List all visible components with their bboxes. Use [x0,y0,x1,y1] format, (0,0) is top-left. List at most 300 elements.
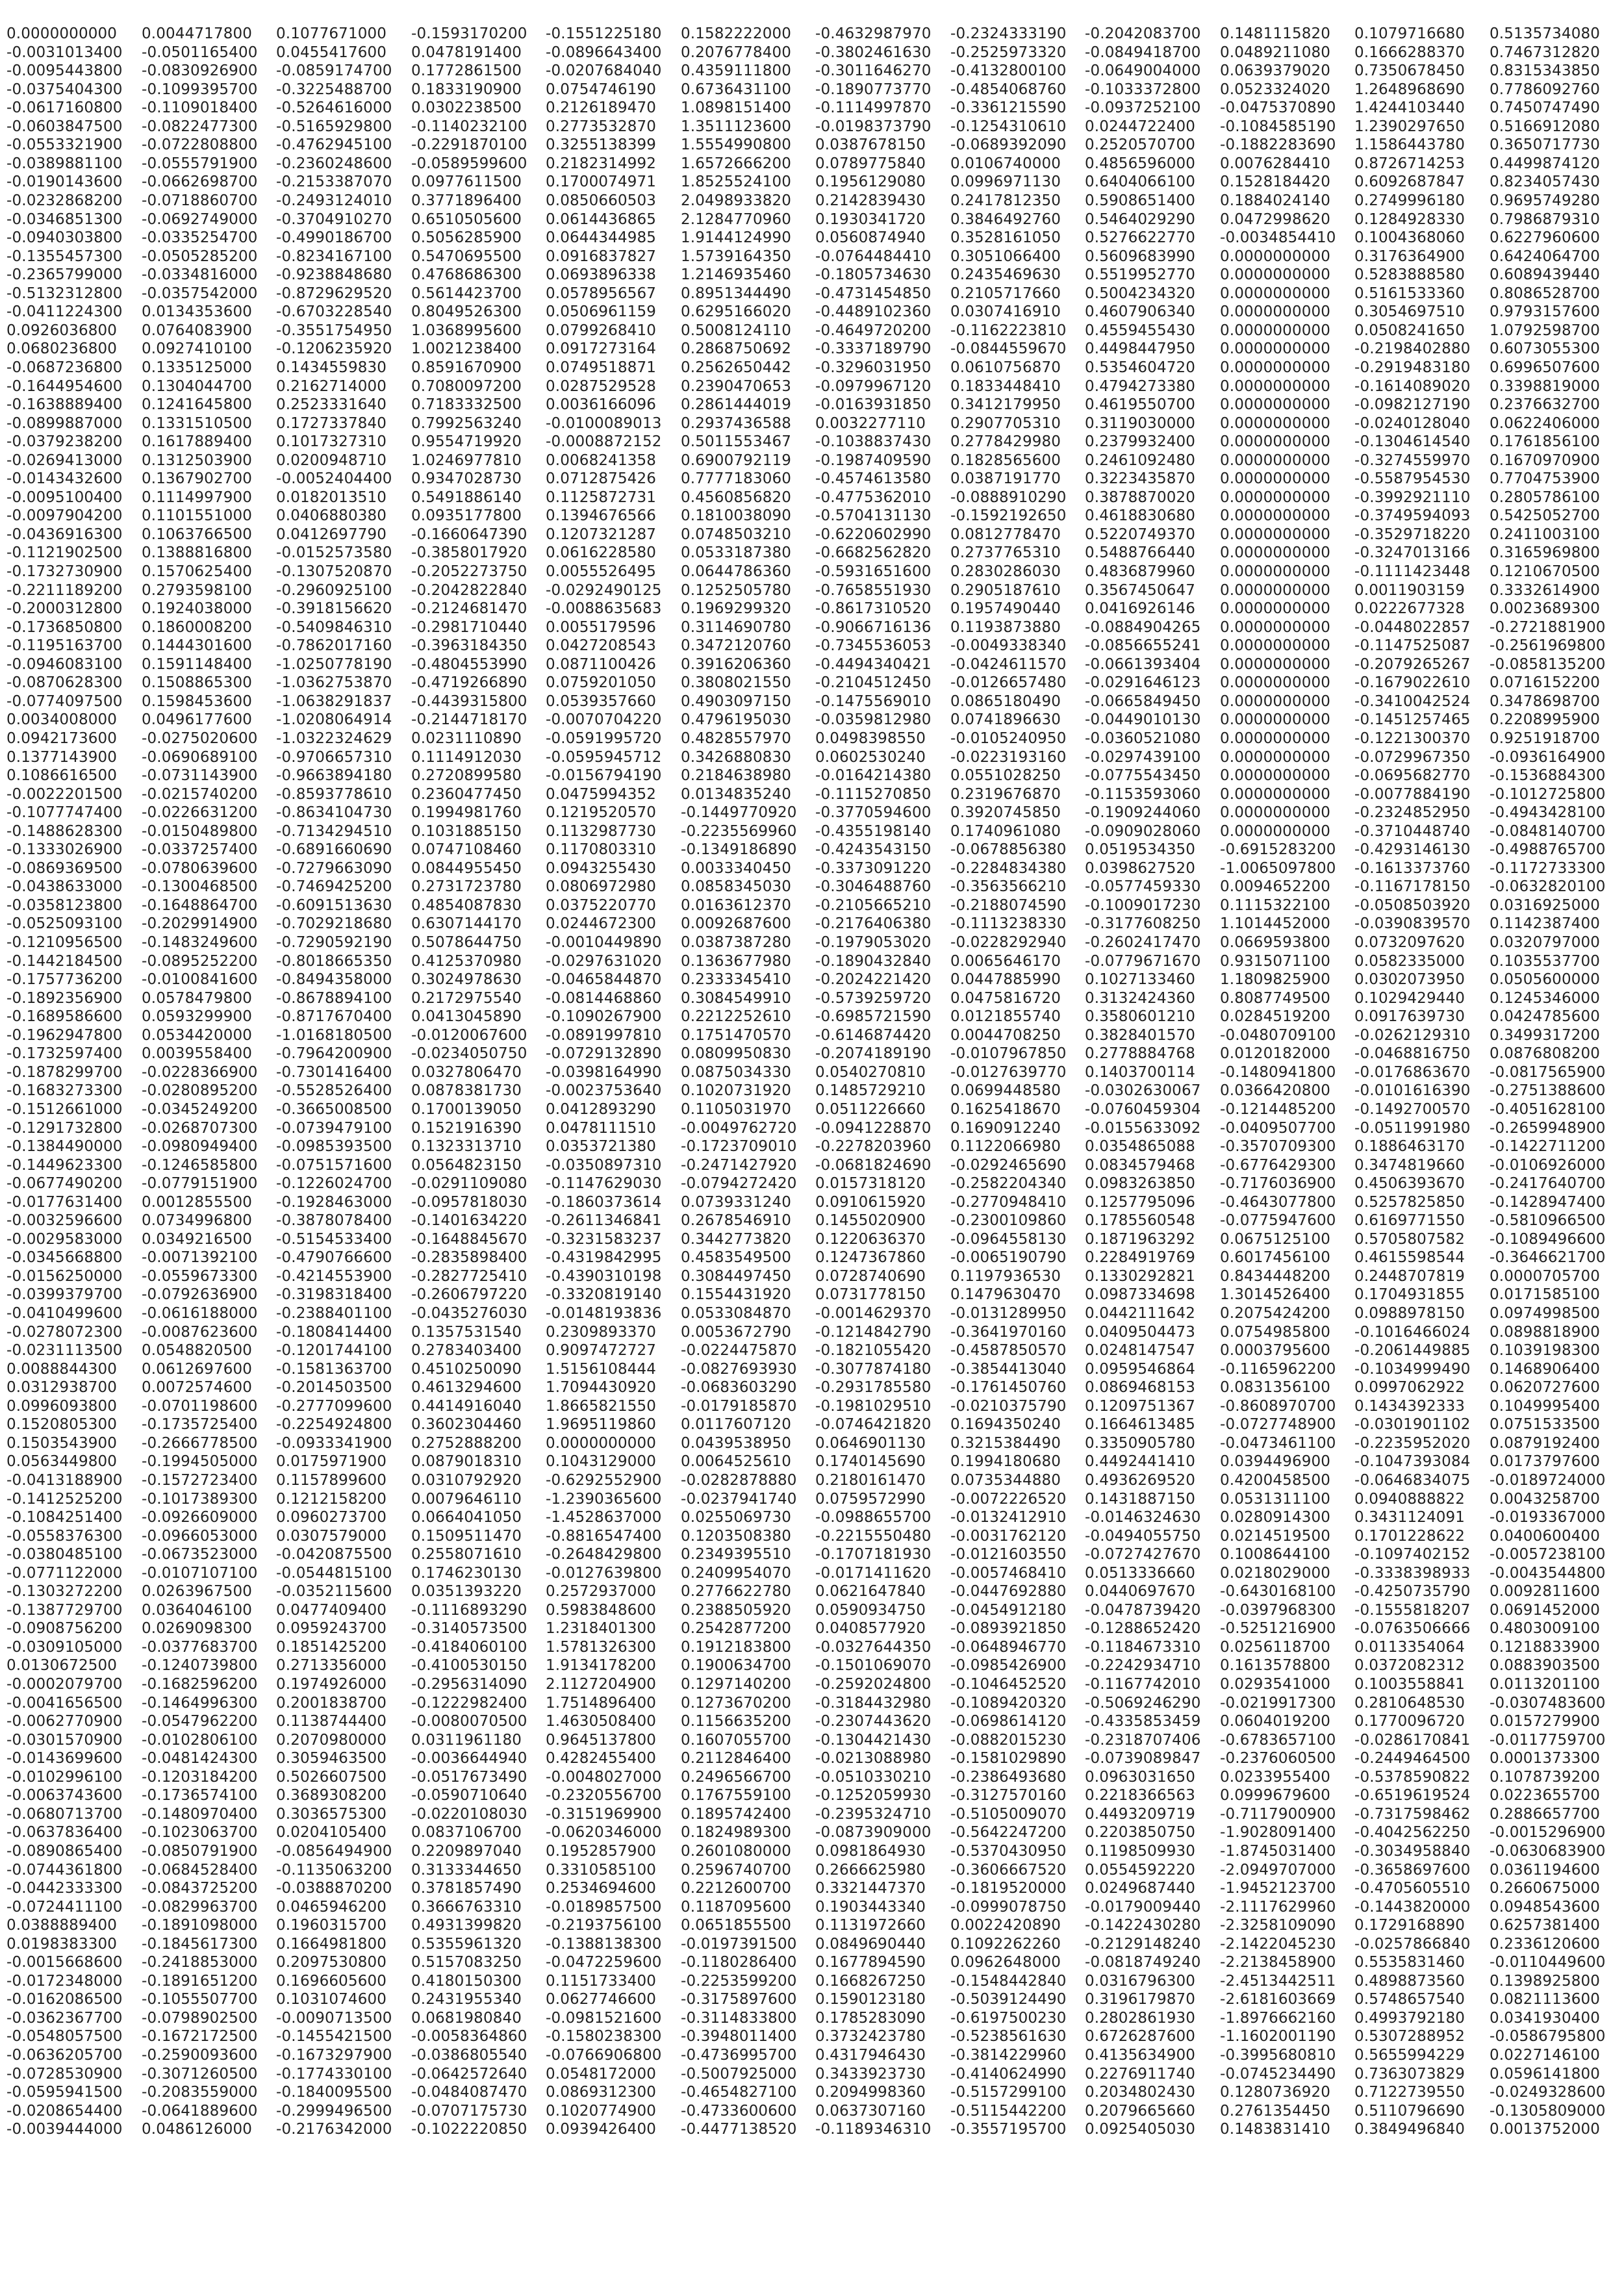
table-cell: -0.2307443620 [815,1713,932,1730]
table-cell: 0.0000000000 [1220,433,1331,451]
table-cell: 0.0000000000 [1220,804,1331,822]
table-cell: 0.0735344880 [950,1471,1061,1489]
table-cell: 0.9097472727 [546,1342,657,1360]
table-cell: -0.0707175730 [411,2102,527,2120]
table-cell: 0.0651855500 [681,1917,792,1934]
table-row [0,44,1624,62]
table-cell: -0.7279663090 [276,859,392,877]
table-cell: 0.1105031970 [681,1100,792,1118]
table-cell: -0.0465844870 [546,971,662,988]
table-cell: 0.1207321287 [546,526,657,543]
table-cell: 0.1252505780 [681,581,792,599]
table-cell: 0.0092811600 [1490,1583,1601,1601]
table-cell: -0.2014503500 [276,1379,392,1397]
table-cell: -0.0127639770 [950,1063,1067,1081]
table-cell: 0.2720899580 [411,767,522,784]
table-cell: -0.2602417470 [1085,934,1201,951]
table-cell: 0.1664981800 [276,1935,387,1953]
table-cell: -0.8816547400 [546,1527,662,1545]
table-cell: 0.0988978150 [1354,1305,1465,1322]
table-cell: -0.0544815100 [276,1564,392,1582]
table-cell: 0.1078739200 [1490,1768,1601,1786]
table-cell: -0.6776429300 [1220,1156,1336,1174]
table-cell: -0.1113238330 [950,915,1067,933]
table-cell: 0.7363073829 [1354,2065,1465,2083]
table-cell: -0.0979967120 [815,377,932,395]
table-cell: -0.4214553900 [276,1267,392,1285]
table-cell: -0.0775543450 [1085,767,1201,784]
table-cell: 0.0875034330 [681,1063,792,1081]
table-cell: 0.7467312820 [1490,44,1601,61]
table-cell: -0.1683273300 [6,1082,123,1100]
table-cell: 0.2678546910 [681,1212,792,1230]
table-cell: -0.1388138300 [546,1935,662,1953]
table-cell: -0.0684528400 [142,1861,258,1879]
table-cell: 0.0883903500 [1490,1657,1601,1675]
table-cell: 0.0053672790 [681,1323,792,1341]
table-cell: -0.1488628300 [6,822,123,840]
table-row [0,210,1624,229]
table-cell: -0.0661393404 [1085,655,1201,673]
table-cell: 0.1767559100 [681,1787,792,1805]
table-cell: -0.0547962200 [142,1713,258,1730]
table-cell: -0.0620346000 [546,1824,662,1842]
table-cell: 0.3119030000 [1085,414,1196,432]
table-cell: -0.4051628100 [1490,1100,1606,1118]
table-cell: 0.0997062922 [1354,1379,1465,1397]
table-cell: 0.3398819000 [1490,377,1601,395]
table-cell: -0.0352115600 [276,1583,392,1601]
table-cell: -0.2074189190 [815,1045,932,1063]
table-cell: -0.0097904200 [6,507,123,525]
table-cell: -0.3551754950 [276,322,392,339]
table-cell: 0.1434559830 [276,359,387,376]
table-cell: 0.0977611500 [411,173,522,191]
table-row [0,488,1624,507]
table-cell: 0.0413045890 [411,1008,522,1026]
table-cell: 0.1203508380 [681,1527,792,1545]
table-cell: -0.0940303800 [6,229,123,247]
table-cell: 0.4898873560 [1354,1972,1465,1990]
table-cell: -0.0775947600 [1220,1212,1336,1230]
table-cell: -0.5739259720 [815,989,932,1007]
table-cell: -0.1153593060 [1085,785,1201,803]
table-cell: -0.0176863670 [1354,1063,1471,1081]
table-cell: 0.1247367860 [815,1249,926,1267]
table-cell: -0.4293146130 [1354,841,1471,859]
table-row [0,600,1624,618]
table-cell: -0.2291870100 [411,136,527,154]
table-cell: 0.1590123180 [815,1991,926,2008]
table-cell: -0.2493124010 [276,192,392,209]
table-cell: 0.0831356100 [1220,1379,1331,1397]
table-row [0,2065,1624,2083]
table-cell: 0.0000000000 [1220,488,1331,506]
table-cell: -0.0999078750 [950,1898,1067,1916]
table-cell: -0.0156250000 [6,1267,123,1285]
table-cell: -0.0677490200 [6,1175,123,1193]
table-row [0,1490,1624,1508]
table-cell: -0.0190143600 [6,173,123,191]
table-cell: 0.0121855740 [950,1008,1061,1026]
table-cell: 0.3808021550 [681,674,792,692]
table-cell: -0.0177631400 [6,1193,123,1211]
table-cell: -0.0286170841 [1354,1731,1471,1749]
table-cell: -0.4643077800 [1220,1193,1336,1211]
table-cell: 0.2435469630 [950,266,1061,284]
table-cell: -0.3225488700 [276,81,392,98]
table-cell: 0.6736431100 [681,81,792,98]
table-cell: -0.0002079700 [6,1676,123,1693]
table-cell: 0.0939426400 [546,2121,657,2138]
table-cell: -0.4132800100 [950,62,1067,80]
table-cell: -0.6985721590 [815,1008,932,1026]
table-cell: 0.1017327310 [276,433,387,451]
table-cell: -0.0327644350 [815,1638,932,1656]
table-cell: 0.3114690780 [681,618,792,636]
table-cell: 0.2596740700 [681,1861,792,1879]
table-cell: 0.0734996800 [142,1212,253,1230]
table-cell: 0.1810038090 [681,507,792,525]
table-cell: 0.0508241650 [1354,322,1465,339]
table-cell: -0.1300468500 [142,878,258,896]
table-cell: 0.0227146100 [1490,2047,1601,2064]
table-cell: 0.1197936530 [950,1267,1061,1285]
table-cell: -0.1480941800 [1220,1063,1336,1081]
table-cell: -0.0179009440 [1085,1898,1201,1916]
table-cell: -0.3034958840 [1354,1842,1471,1860]
table-cell: 0.3084549910 [681,989,792,1007]
table-cell: 0.6900792119 [681,451,792,469]
table-cell: 0.1198509930 [1085,1842,1196,1860]
table-cell: 0.1193873880 [950,618,1061,636]
table-cell: -0.9706657310 [276,748,392,766]
table-cell: 0.0691452000 [1490,1601,1601,1619]
table-cell: 0.0200948710 [276,451,387,469]
table-cell: 0.7350678450 [1354,62,1465,80]
table-cell: -0.0413188900 [6,1471,123,1489]
table-cell: -0.0291109080 [411,1175,527,1193]
table-cell: -0.1307520870 [276,563,392,580]
table-cell: -0.3177608250 [1085,915,1201,933]
table-cell: -0.0389881100 [6,155,123,172]
table-cell: -0.0057238100 [1490,1546,1606,1564]
table-row [0,155,1624,173]
table-cell: 0.0917639730 [1354,1008,1465,1026]
table-cell: -0.0043544800 [1490,1564,1606,1582]
table-cell: 0.0554592220 [1085,1861,1196,1879]
table-cell: -0.0107967850 [950,1045,1067,1063]
table-cell: 0.1483831410 [1220,2121,1331,2138]
table-cell: 0.0072574600 [142,1379,253,1397]
table-cell: -0.3337189790 [815,340,932,358]
table-cell: 0.1677894590 [815,1954,926,1971]
table-cell: -0.3011646270 [815,62,932,80]
table-cell: 0.0664041050 [411,1509,522,1526]
table-cell: -0.0888910290 [950,488,1067,506]
table-cell: 0.0728740690 [815,1267,926,1285]
table-cell: -2.0949707000 [1220,1861,1336,1879]
table-cell: -0.2235952020 [1354,1434,1471,1452]
table-cell: -0.8608970700 [1220,1397,1336,1415]
table-cell: 0.1785283090 [815,2009,926,2027]
table-cell: 0.0412893290 [546,1100,657,1118]
table-cell: 0.3036575300 [276,1805,387,1823]
table-cell: 0.1219520570 [546,804,657,822]
table-cell: -0.3198318400 [276,1286,392,1304]
table-cell: -0.0337257400 [142,841,258,859]
table-cell: 0.0387191770 [950,470,1061,488]
table-cell: 0.0000000000 [1220,655,1331,673]
table-cell: 0.0134353600 [142,303,253,321]
table-cell: 0.0442111642 [1085,1305,1196,1322]
table-cell: -0.0058364860 [411,2028,527,2046]
table-cell: 0.0560874940 [815,229,926,247]
table-cell: 0.6404066100 [1085,173,1196,191]
table-row [0,970,1624,989]
table-cell: -0.0695682770 [1354,767,1471,784]
table-cell: 0.2390470653 [681,377,792,395]
table-cell: 0.4936269520 [1085,1471,1196,1489]
table-cell: 1.3014526400 [1220,1286,1331,1304]
table-cell: 0.0416926146 [1085,600,1196,618]
table-cell: 0.0409504473 [1085,1323,1196,1341]
table-cell: 0.1833448410 [950,377,1061,395]
table-cell: -0.1047393084 [1354,1453,1471,1471]
table-cell: -0.0228366900 [142,1063,258,1081]
table-cell: -0.8717670400 [276,1008,392,1026]
table-cell: -0.0637836400 [6,1824,123,1842]
table-cell: 0.1900634700 [681,1657,792,1675]
table-cell: -1.8976662160 [1220,2009,1336,2027]
table-cell: 1.1586443780 [1354,136,1465,154]
table-cell: 0.1031885150 [411,822,522,840]
table-cell: 0.0959243700 [276,1620,387,1638]
table-cell: -0.0379238200 [6,433,123,451]
table-cell: 0.1485729210 [815,1082,926,1100]
table-cell: 0.0269098300 [142,1620,253,1638]
table-cell: 0.1003558841 [1354,1676,1465,1693]
table-cell: -0.1732730900 [6,563,123,580]
table-cell: 0.1521916390 [411,1119,522,1137]
table-cell: 0.1241645800 [142,396,253,413]
table-cell: -0.4250735790 [1354,1583,1471,1601]
table-cell: 0.4993792180 [1354,2009,1465,2027]
table-cell: -0.0745234490 [1220,2065,1336,2083]
table-row [0,1786,1624,1805]
table-cell: -0.2278203960 [815,1138,932,1155]
table-cell: 0.0310792920 [411,1471,522,1489]
table-row [0,1360,1624,1378]
table-cell: -0.4439315800 [411,692,527,710]
table-cell: 0.1664613485 [1085,1416,1196,1434]
table-row [0,1137,1624,1156]
table-cell: -0.0359812980 [815,711,932,729]
table-cell: 1.5156108444 [546,1360,657,1378]
table-row [0,1119,1624,1137]
table-cell: -0.0683603290 [681,1379,797,1397]
table-cell: -0.1891651200 [142,1972,258,1990]
table-cell: -0.6292552900 [546,1471,662,1489]
table-cell: 0.0001373300 [1490,1750,1601,1767]
table-cell: -0.1707181930 [815,1546,932,1564]
table-cell: 0.0036166096 [546,396,657,413]
table-cell: -0.0117759700 [1490,1731,1606,1749]
table-cell: -0.0228292940 [950,934,1067,951]
table-cell: -0.1206235920 [276,340,392,358]
table-cell: 0.2376632700 [1490,396,1601,413]
table-cell: 0.2212252610 [681,1008,792,1026]
table-cell: -0.1994505000 [142,1453,258,1471]
table-cell: -0.3296031950 [815,359,932,376]
table-cell: 0.0214519500 [1220,1527,1331,1545]
table-cell: 0.1860008200 [142,618,253,636]
table-cell: 1.7094430920 [546,1379,657,1397]
table-cell: -0.0511991980 [1354,1119,1471,1137]
table-cell: 0.1994981760 [411,804,522,822]
table-row [0,507,1624,525]
table-cell: 0.5535831460 [1354,1954,1465,1971]
table-cell: -0.1162223810 [950,322,1067,339]
table-cell: -0.0010449890 [546,934,662,951]
table-cell: 0.0000000000 [1220,451,1331,469]
table-cell: 0.4200458500 [1220,1471,1331,1489]
table-cell: 0.0000000000 [1220,729,1331,747]
table-cell: 0.1886463170 [1354,1138,1465,1155]
table-cell: -0.2320556700 [546,1787,662,1805]
table-cell: -0.1304421430 [815,1731,932,1749]
table-cell: 0.0739331240 [681,1193,792,1211]
table-cell: -0.1890773770 [815,81,932,98]
table-cell: 0.6092687847 [1354,173,1465,191]
table-cell: -0.7658551930 [815,581,932,599]
table-cell: 0.0398627520 [1085,859,1196,877]
table-cell: -0.0856655241 [1085,637,1201,655]
table-cell: 0.5488766440 [1085,544,1196,562]
table-row [0,99,1624,117]
table-cell: 0.0447885990 [950,971,1061,988]
table-cell: 0.4828557970 [681,729,792,747]
table-cell: -0.0301570900 [6,1731,123,1749]
table-cell: -0.4390310198 [546,1267,662,1285]
table-cell: 0.0394496900 [1220,1453,1331,1471]
table-cell: -0.0029583000 [6,1230,123,1248]
table-cell: -0.8593778610 [276,785,392,803]
table-cell: 0.1187095600 [681,1898,792,1916]
table-cell: -0.1097402152 [1354,1546,1471,1564]
table-cell: 0.8234057430 [1490,173,1601,191]
table-row [0,62,1624,80]
table-cell: 0.1582222000 [681,25,792,42]
table-cell: -0.0031013400 [6,44,123,61]
table-cell: -0.0143699600 [6,1750,123,1767]
table-cell: 0.0000000000 [1220,377,1331,395]
table-row [0,81,1624,99]
table-row [0,841,1624,859]
table-cell: -0.0891997810 [546,1026,662,1044]
table-cell: 0.0000000000 [1220,340,1331,358]
table-cell: -0.1581363700 [276,1360,392,1378]
table-cell: 0.1335125000 [142,359,253,376]
table-row [0,247,1624,266]
table-cell: 0.0962648000 [950,1954,1061,1971]
table-cell: 0.0000000000 [546,1434,657,1452]
table-cell: 0.0000000000 [1220,470,1331,488]
table-cell: -0.5528526400 [276,1082,392,1100]
table-cell: 0.0113201100 [1490,1676,1601,1693]
table-row [0,285,1624,303]
table-cell: 0.0749518871 [546,359,657,376]
table-cell: 1.5781326300 [546,1638,657,1656]
table-cell: -0.0297439100 [1085,748,1201,766]
table-cell: -0.1252059930 [815,1787,932,1805]
table-cell: -0.0127639800 [546,1564,662,1582]
table-cell: -0.3854413040 [950,1360,1067,1378]
table-cell: -0.1735725400 [142,1416,258,1434]
table-cell: 0.3846492760 [950,210,1061,228]
table-cell: -0.1084251400 [6,1509,123,1526]
table-cell: -0.1246585800 [142,1156,258,1174]
table-cell: 0.0596141800 [1490,2065,1601,2083]
table-row [0,729,1624,748]
table-cell: 0.0055179596 [546,618,657,636]
table-cell: 0.0878381730 [411,1082,522,1100]
table-cell: -0.1593170200 [411,25,527,42]
table-cell: 0.1151733400 [546,1972,657,1990]
table-cell: 0.2496566700 [681,1768,792,1786]
table-cell: -0.0478739420 [1085,1601,1201,1619]
table-cell: 0.4903097150 [681,692,792,710]
table-cell: -0.1099395700 [142,81,258,98]
table-cell: -0.1114997870 [815,99,932,117]
table-cell: -0.0739479100 [276,1119,392,1137]
table-cell: 0.3132424360 [1085,989,1196,1007]
table-cell: -0.0687236800 [6,359,123,376]
table-row [0,1267,1624,1286]
table-cell: 0.0489211080 [1220,44,1331,61]
table-cell: 0.0000000000 [1220,563,1331,580]
table-cell: -0.0731143900 [142,767,258,784]
table-cell: 0.1751470570 [681,1026,792,1044]
table-cell: 0.0175971900 [276,1453,387,1471]
table-cell: -1.0065097800 [1220,859,1336,877]
table-cell: -0.0505285200 [142,247,258,265]
table-cell: -0.0701198600 [142,1397,258,1415]
table-cell: 0.2572937000 [546,1583,657,1601]
table-cell: -0.0015296900 [1490,1824,1606,1842]
table-cell: -0.0727427670 [1085,1546,1201,1564]
table-cell: -0.1512661000 [6,1100,123,1118]
table-cell: -0.2324333190 [950,25,1067,42]
table-row [0,1248,1624,1267]
table-cell: -0.0080070500 [411,1713,527,1730]
table-cell: 0.0000000000 [1220,748,1331,766]
table-cell: -0.5039124490 [950,1991,1067,2008]
table-cell: 0.1694350240 [950,1416,1061,1434]
table-cell: -0.5370430950 [950,1842,1067,1860]
table-cell: -0.2827725410 [411,1267,527,1285]
table-cell: -0.3606667520 [950,1861,1067,1879]
table-cell: 1.9144124990 [681,229,792,247]
table-cell: -0.1581029890 [950,1750,1067,1767]
table-cell: -0.0377683700 [142,1638,258,1656]
table-cell: 0.5470695500 [411,247,522,265]
table-cell: -0.1551225180 [546,25,662,42]
table-cell: 0.1700074971 [546,173,657,191]
table-cell: 0.1617889400 [142,433,253,451]
table-cell: 0.3332614900 [1490,581,1601,599]
table-cell: 0.3024978630 [411,971,522,988]
